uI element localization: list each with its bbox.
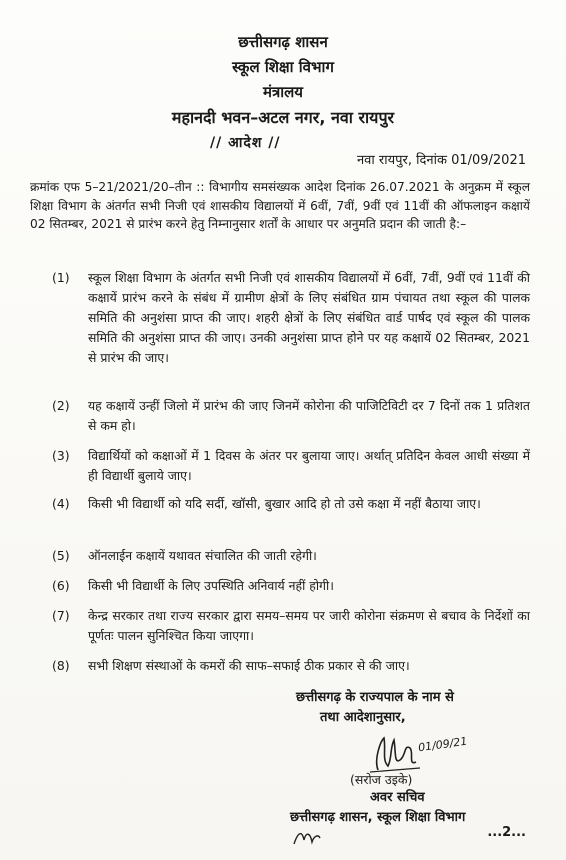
condition-item — [30, 606, 530, 646]
signature-date: 01/09/21 — [417, 734, 469, 755]
signatory-designation: अवर सचिव — [370, 790, 425, 805]
order-date: नवा रायपुर, दिनांक 01/09/2021 — [356, 153, 526, 168]
condition-item — [30, 396, 530, 436]
condition-item — [30, 576, 530, 596]
condition-item — [30, 656, 530, 676]
signatory-department: छत्तीसगढ़ शासन, स्कूल शिक्षा विभाग — [290, 810, 466, 825]
condition-text: किसी भी विद्यार्थी को यदि सर्दी, खॉसी, बुखार आदि हो तो उसे कक्षा में नहीं बैठाया जाए। — [88, 496, 481, 511]
document-header — [0, 30, 566, 130]
condition-number: (8) — [52, 658, 70, 673]
condition-text: स्कूल शिक्षा विभाग के अंतर्गत सभी निजी एवं शासकीय विद्यालयों में 6वीं, 7वीं, 9वीं एवं 11वीं की कक्षायें प्रारंभ करने के संबंध में ग्रामीण क्षेत्रों के लिए संबंधित ग्राम पंचायत तथा स्कूल की पालक समिति की अनुशंसा प्राप्त की जाए। शहरी क्षेत्रों के लिए संबंधित वार्ड पार्षद एवं स्कूल की पालक समिति की अनुशंसा प्राप्त की जाए। उनकी अनुशंसा प्राप्त होने पर यह कक्षायें 02 सितम्बर, 2021 से प्रारंभ की जाए। — [88, 270, 530, 365]
condition-number: (1) — [52, 270, 70, 285]
condition-text: यह कक्षायें उन्हीं जिलो में प्रारंभ की जाए जिनमें कोरोना की पाजिटिविटी दर 7 दिनों तक 1 प्रतिशत से कम हो। — [88, 398, 530, 433]
header-govt: छत्तीसगढ़ शासन — [238, 33, 328, 51]
condition-item — [30, 268, 530, 368]
header-department: स्कूल शिक्षा विभाग — [232, 58, 334, 76]
condition-number: (7) — [52, 608, 70, 623]
signatory-details — [350, 770, 566, 790]
page-continuation: ...2... — [487, 825, 526, 840]
signature-block — [296, 688, 536, 728]
initials-mark — [290, 826, 324, 854]
intro-paragraph: क्रमांक एफ 5–21/2021/20–तीन :: विभागीय समसंख्यक आदेश दिनांक 26.07.2021 के अनुक्रम में स्कूल शिक्षा विभाग के अंतर्गत सभी निजी एवं शासकीय विद्यालयों में 6वीं, 7वीं, 9वीं एवं 11वीं की ऑफलाइन कक्षायें 02 सितम्बर, 2021 से प्रारंभ करने हेतु निम्नानुसार शर्तों के आधार पर अनुमति प्रदान की जाती है:– — [30, 180, 530, 231]
condition-text: सभी शिक्षण संस्थाओं के कमरों की साफ–सफाई ठीक प्रकार से की जाए। — [88, 658, 410, 673]
authority-line-2: तथा आदेशानुसार, — [320, 710, 406, 725]
signatory-name: (सरोज उइके) — [350, 772, 413, 787]
condition-number: (4) — [52, 496, 70, 511]
condition-text: केन्द्र सरकार तथा राज्य सरकार द्वारा समय–समय पर जारी कोरोना संक्रमण से बचाव के निर्देशों का पूर्णतः पालन सुनिश्चित किया जाएगा। — [88, 608, 530, 643]
condition-text: विद्यार्थियों को कक्षाओं में 1 दिवस के अंतर पर बुलाया जाए। अर्थात् प्रतिदिन केवल आधी संख्या में ही विद्यार्थी बुलाये जाए। — [88, 448, 530, 483]
condition-text: किसी भी विद्यार्थी के लिए उपस्थिति अनिवार्य नहीं होगी। — [88, 578, 334, 593]
condition-number: (2) — [52, 398, 70, 413]
header-ministry: मंत्रालय — [262, 83, 303, 101]
condition-text: ऑनलाईन कक्षायें यथावत संचालित की जाती रहेगी। — [88, 548, 317, 563]
condition-number: (6) — [52, 578, 70, 593]
authority-line-1: छत्तीसगढ़ के राज्यपाल के नाम से — [296, 690, 454, 705]
order-title: // आदेश // — [210, 135, 281, 151]
signatory-designation-wrap — [370, 788, 566, 808]
condition-item — [30, 446, 530, 486]
header-address: महानदी भवन–अटल नगर, नवा रायपुर — [171, 108, 395, 127]
condition-number: (5) — [52, 548, 70, 563]
condition-item — [30, 494, 530, 514]
condition-number: (3) — [52, 448, 70, 463]
condition-item — [30, 546, 530, 566]
